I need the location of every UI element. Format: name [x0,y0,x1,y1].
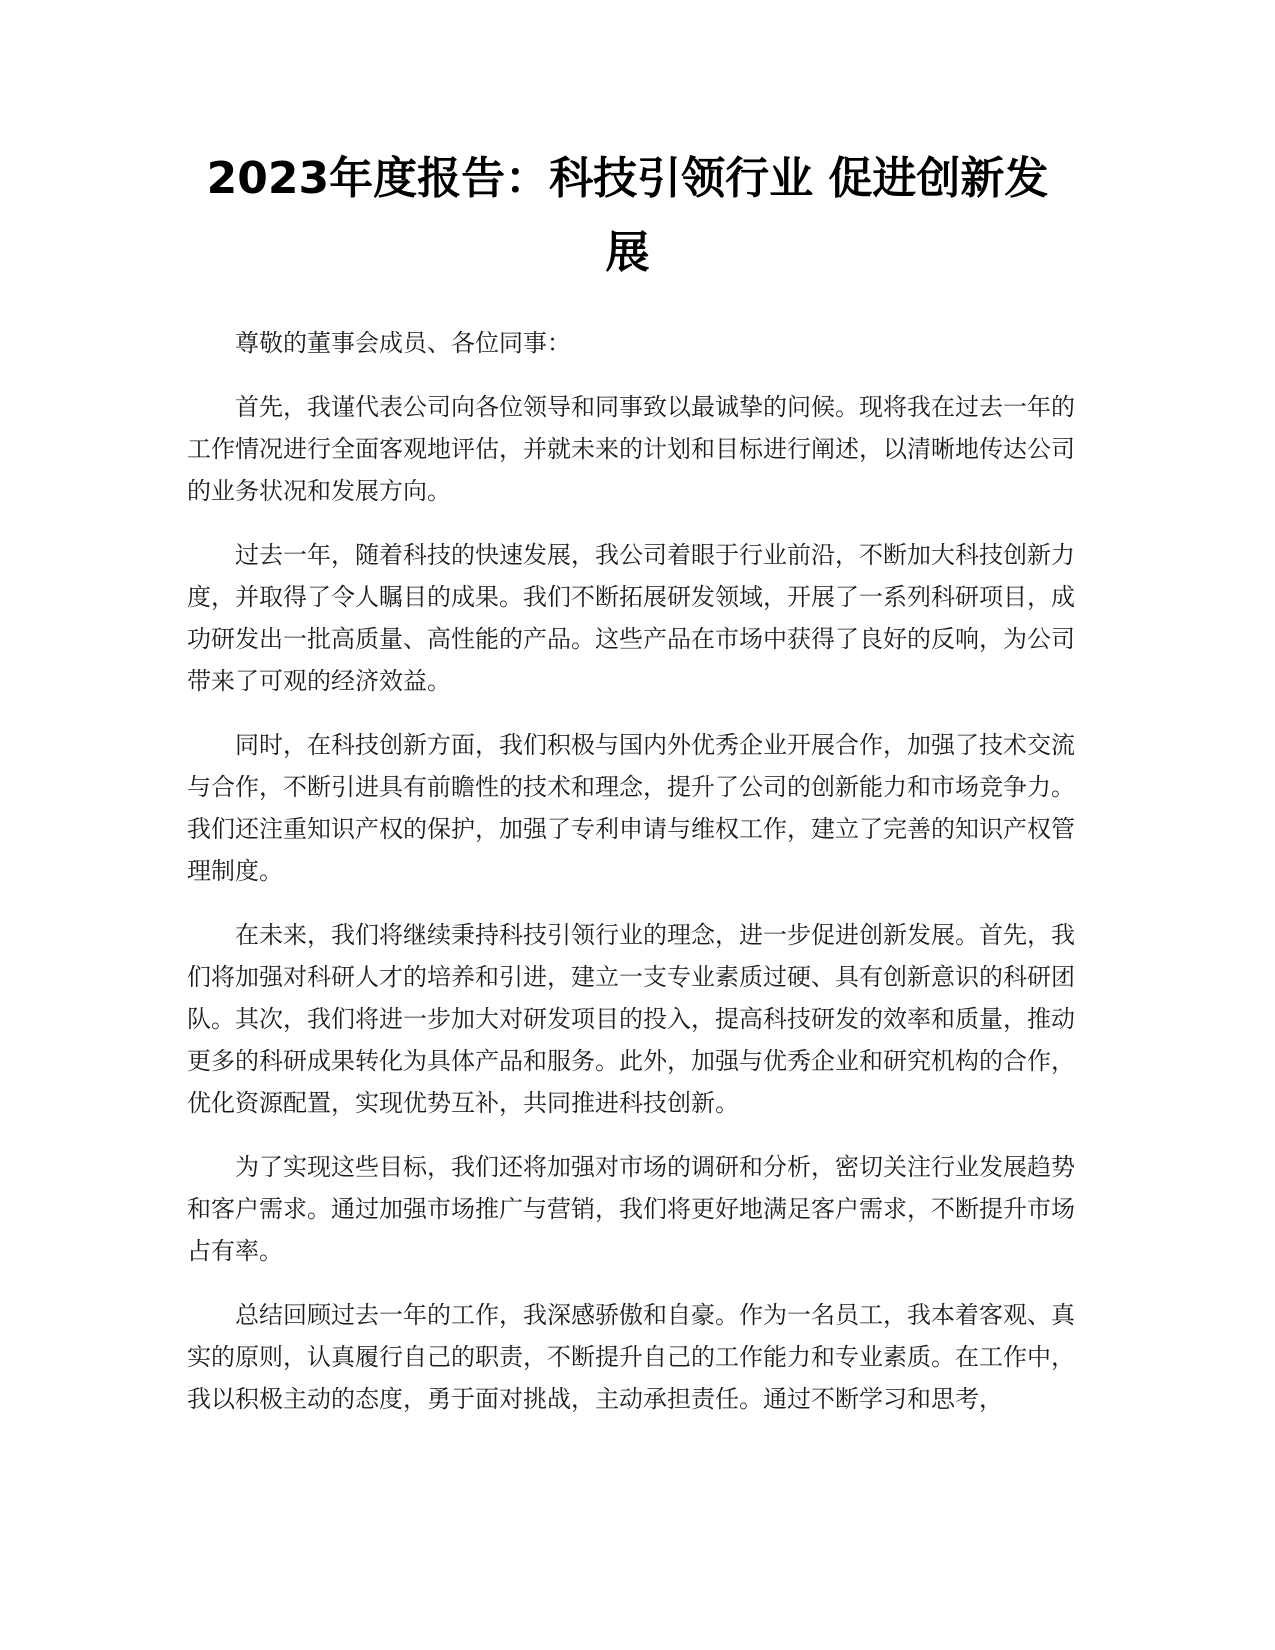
body-paragraph: 总结回顾过去一年的工作，我深感骄傲和自豪。作为一名员工，我本着客观、真实的原则，认真履行自己的职责，不断提升自己的工作能力和专业素质。在工作中，我以积极主动的态度，勇于面对挑战，主动承担责任。通过不断学习和思考， [187,1301,1075,1413]
salutation: 尊敬的董事会成员、各位同事： [235,329,571,357]
body-paragraph: 同时，在科技创新方面，我们积极与国内外优秀企业开展合作，加强了技术交流与合作，不断引进具有前瞻性的技术和理念，提升了公司的创新能力和市场竞争力。我们还注重知识产权的保护，加强了专利申请与维权工作，建立了完善的知识产权管理制度。 [187,731,1075,885]
body-paragraph: 首先，我谨代表公司向各位领导和同事致以最诚挚的问候。现将我在过去一年的工作情况进行全面客观地评估，并就未来的计划和目标进行阐述，以清晰地传达公司的业务状况和发展方向。 [187,393,1075,505]
body-paragraph: 过去一年，随着科技的快速发展，我公司着眼于行业前沿，不断加大科技创新力度，并取得了令人瞩目的成果。我们不断拓展研发领域，开展了一系列科研项目，成功研发出一批高质量、高性能的产品。这些产品在市场中获得了良好的反响，为公司带来了可观的经济效益。 [187,541,1075,695]
body-paragraph: 在未来，我们将继续秉持科技引领行业的理念，进一步促进创新发展。首先，我们将加强对科研人才的培养和引进，建立一支专业素质过硬、具有创新意识的科研团队。其次，我们将进一步加大对研发项目的投入，提高科技研发的效率和质量，推动更多的科研成果转化为具体产品和服务。此外，加强与优秀企业和研究机构的合作，优化资源配置，实现优势互补，共同推进科技创新。 [187,921,1075,1117]
document-body [187,322,1075,1442]
document-title: 2023年度报告：科技引领行业 促进创新发展 [206,153,1049,278]
body-paragraph: 为了实现这些目标，我们还将加强对市场的调研和分析，密切关注行业发展趋势和客户需求。通过加强市场推广与营销，我们将更好地满足客户需求，不断提升市场占有率。 [187,1153,1075,1265]
